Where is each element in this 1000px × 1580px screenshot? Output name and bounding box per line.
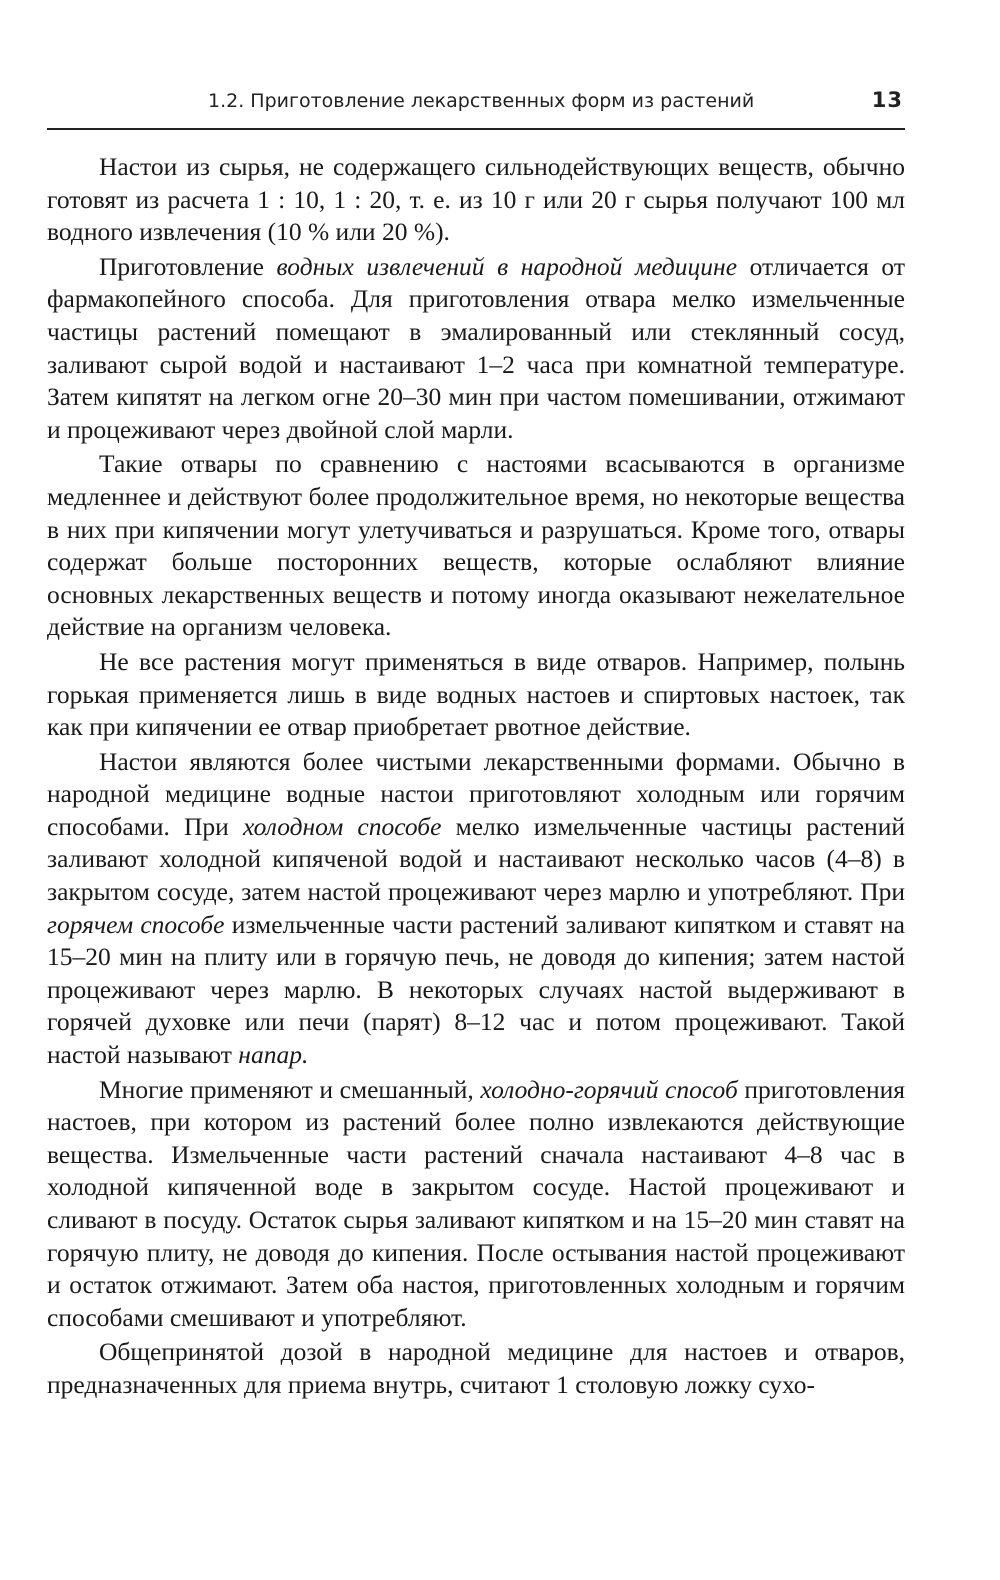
italic-term: холодно-горячий способ bbox=[480, 1074, 738, 1104]
text-run: приготовления настоев, при котором из растений более полно извлекаются действующие вещества. Измельченные части растений сначала настаивают 4–8 час в холодной кипяченной воде в закрытом сосуде. Настой процеживают и сливают в посуду. Остаток сырья заливают кипятком и на 15–20 мин ставят на горячую плиту, не доводя до кипения. После остывания настой процеживают и остаток отжимают. Затем оба настоя, приготовленных холодным и горячим способами смешивают и употребляют. bbox=[47, 1074, 906, 1332]
italic-term: водных извлечений в народной медицине bbox=[276, 251, 738, 281]
paragraph bbox=[47, 251, 905, 447]
paragraph bbox=[47, 1074, 905, 1335]
text-run: Настои являются более чистыми лекарственными формами. Обычно в народной медицине водные настои приготовляют холодным или горячим способами. При bbox=[47, 746, 905, 841]
text-run: Настои из сырья, не содержащего сильнодействующих веществ, обычно готовят из расчета 1 : 10, 1 : 20, т. е. из 10 г или 20 г сырья получают 100 мл водного извлечения (10 % или 20 %). bbox=[47, 152, 905, 247]
text-run: Такие отвары по сравнению с настоями всасываются в организме медленнее и действуют более продолжительное время, но некоторые вещества в них при кипячении могут улетучиваться и разрушаться. Кроме того, отвары содержат больше посторонних веществ, которые ослабляют влияние основных лекарственных веществ и потому иногда оказывают нежелательное действие на организм человека. bbox=[47, 449, 905, 642]
text-run: Не все растения могут применяться в виде отваров. Например, полынь горькая применяется лишь в виде водных настоев и спиртовых настоек, так как при кипячении ее отвар приобретает рвотное действие. bbox=[47, 646, 905, 742]
paragraph bbox=[47, 448, 905, 644]
section-title: 1.2. Приготовление лекарственных форм из растений bbox=[208, 90, 755, 112]
paragraph bbox=[47, 1336, 905, 1401]
text-run: Общепринятой дозой в народной медицине для настоев и отваров, предназначенных для приема внутрь, считают 1 столовую ложку сухо- bbox=[47, 1337, 905, 1399]
italic-term: горячем способе bbox=[47, 909, 225, 939]
italic-term: напар. bbox=[238, 1040, 309, 1070]
text-run: мелко измельченные частицы растений заливают холодной кипяченой водой и настаивают несколько часов (4–8) в закрытом сосуде, затем настой процеживают через марлю и употребляют. При bbox=[47, 811, 905, 907]
paragraph bbox=[47, 646, 905, 744]
paragraph bbox=[47, 746, 905, 1072]
page-number: 13 bbox=[871, 88, 903, 112]
running-head bbox=[47, 86, 905, 130]
italic-term: холодном способе bbox=[242, 811, 442, 841]
paragraph bbox=[47, 151, 905, 249]
text-run: измельченные части растений заливают кипятком и ставят на 15–20 мин на плиту или в горячую печь, не доводя до кипения; затем настой процеживают через марлю. В некоторых случаях настой выдерживают в горячей духовке или печи (парят) 8–12 час и потом процеживают. Такой настой называют bbox=[47, 909, 905, 1070]
text-run: Многие применяют и смешанный, bbox=[99, 1074, 481, 1104]
body-text bbox=[47, 151, 905, 1402]
text-run: Приготовление bbox=[99, 251, 277, 281]
text-run: отличается от фармакопейного способа. Для приготовления отвара мелко измельченные частицы растений помещают в эмалированный или стеклянный сосуд, заливают сырой водой и настаивают 1–2 часа при комнатной температуре. Затем кипятят на легком огне 20–30 мин при частом помешивании, отжимают и процеживают через двойной слой марли. bbox=[47, 251, 905, 444]
